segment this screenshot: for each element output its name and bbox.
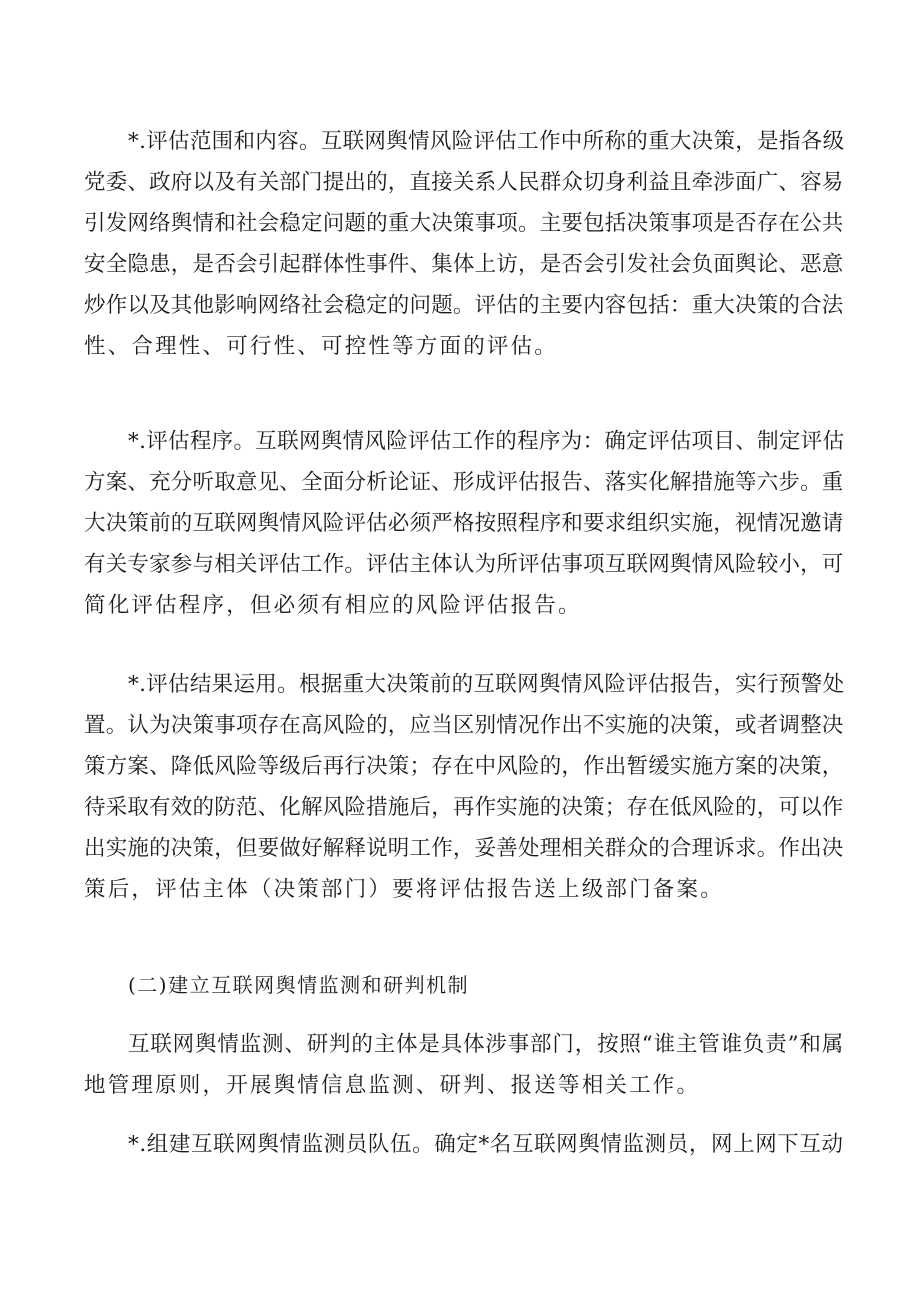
text-line: *.评估结果运用。根据重大决策前的互联网舆情风险评估报告，实行预警处 bbox=[128, 672, 845, 697]
paragraph-assessment-results bbox=[84, 664, 844, 910]
text-line: *.组建互联网舆情监测员队伍。确定*名互联网舆情监测员，网上网下互动 bbox=[128, 1132, 844, 1157]
text-line: 待采取有效的防范、化解风险措施后，再作实施的决策；存在低风险的，可以作 bbox=[84, 795, 844, 820]
text-line: 互联网舆情监测、研判的主体是具体涉事部门，按照“谁主管谁负责”和属 bbox=[128, 1032, 845, 1057]
text-line: 简化评估程序，但必须有相应的风险评估报告。 bbox=[84, 593, 582, 618]
text-line: 地管理原则，开展舆情信息监测、研判、报送等相关工作。 bbox=[84, 1073, 701, 1098]
text-line: 置。认为决策事项存在高风险的，应当区别情况作出不实施的决策，或者调整决 bbox=[84, 713, 844, 738]
text-line: 有关专家参与相关评估工作。评估主体认为所评估事项互联网舆情风险较小，可 bbox=[84, 552, 844, 577]
text-line: *.评估程序。互联网舆情风险评估工作的程序为：确定评估项目、制定评估 bbox=[128, 429, 845, 454]
text-line: 出实施的决策，但要做好解释说明工作，妥善处理相关群众的合理诉求。作出决 bbox=[84, 836, 844, 861]
text-line: 策方案、降低风险等级后再行决策；存在中风险的，作出暂缓实施方案的决策， bbox=[84, 754, 844, 779]
paragraph-assessment-scope bbox=[84, 121, 844, 367]
paragraph-monitoring-team bbox=[84, 1124, 844, 1165]
section-heading: (二)建立互联网舆情监测和研判机制 bbox=[128, 973, 470, 997]
text-line: *.评估范围和内容。互联网舆情风险评估工作中所称的重大决策，是指各级 bbox=[128, 129, 845, 154]
text-line: 引发网络舆情和社会稳定问题的重大决策事项。主要包括决策事项是否存在公共 bbox=[84, 211, 844, 236]
text-line: 策后，评估主体（决策部门）要将评估报告送上级部门备案。 bbox=[84, 877, 724, 902]
text-line: 炒作以及其他影响网络社会稳定的问题。评估的主要内容包括：重大决策的合法 bbox=[84, 293, 844, 318]
text-line: 大决策前的互联网舆情风险评估必须严格按照程序和要求组织实施，视情况邀请 bbox=[84, 511, 844, 536]
text-line: 性、合理性、可行性、可控性等方面的评估。 bbox=[84, 334, 559, 359]
paragraph-assessment-procedure bbox=[84, 421, 844, 626]
text-line: 方案、充分听取意见、全面分析论证、形成评估报告、落实化解措施等六步。重 bbox=[84, 470, 844, 495]
paragraph-monitoring-subject bbox=[84, 1024, 844, 1106]
text-line: 党委、政府以及有关部门提出的，直接关系人民群众切身利益且牵涉面广、容易 bbox=[84, 170, 844, 195]
text-line: 安全隐患，是否会引起群体性事件、集体上访，是否会引发社会负面舆论、恶意 bbox=[84, 252, 844, 277]
